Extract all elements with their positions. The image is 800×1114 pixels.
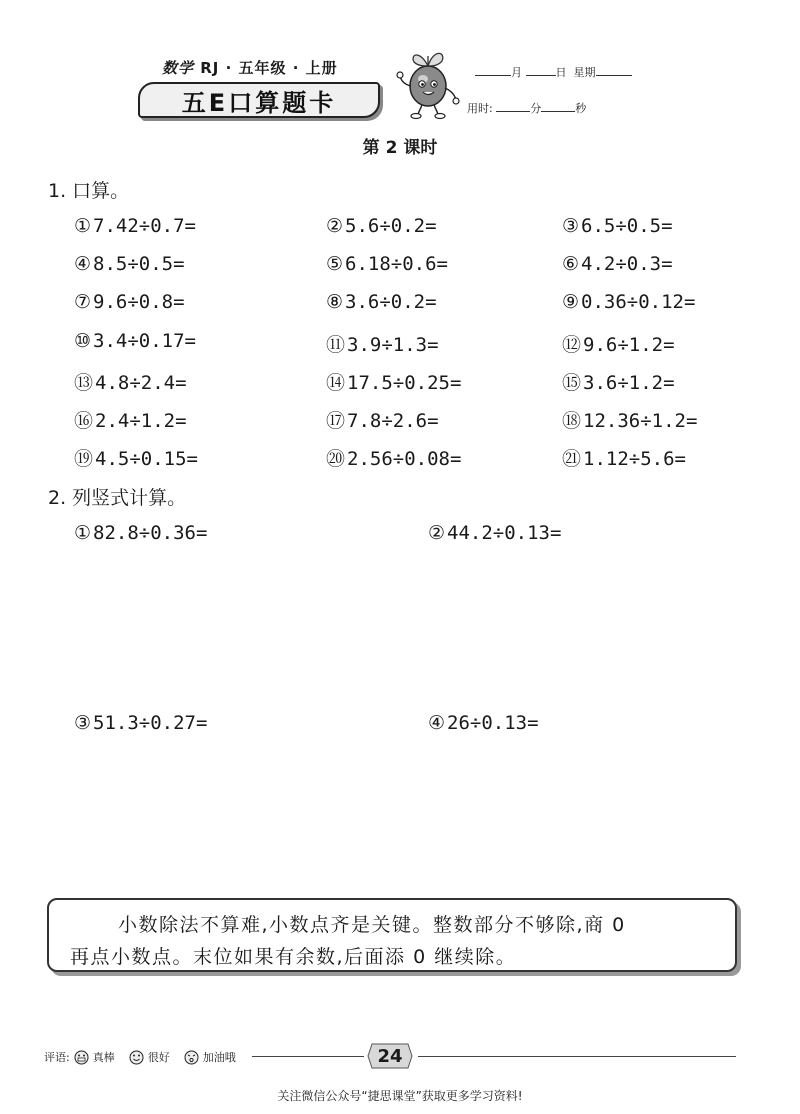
section2-heading: 2. 列竖式计算。 xyxy=(48,487,187,509)
problem-expression: 17.5÷0.25= xyxy=(347,372,462,394)
tip-line-2: 再点小数点。末位如果有余数,后面添 0 继续除。 xyxy=(70,946,517,968)
problem-expression: 51.3÷0.27= xyxy=(93,712,208,734)
footer-divider-left xyxy=(252,1056,364,1057)
rating-row xyxy=(44,1049,246,1065)
problem-expression: 3.9÷1.3= xyxy=(347,334,439,356)
problem-expression: 2.56÷0.08= xyxy=(347,448,462,470)
effort-face-icon xyxy=(184,1050,199,1065)
oral-problem xyxy=(562,291,695,313)
edition-label: RJ · 五年级 · 上册 xyxy=(200,59,338,77)
problem-expression: 2.4÷1.2= xyxy=(95,410,187,432)
rating-great: 真棒 xyxy=(92,1051,115,1064)
problem-number: ⑰ xyxy=(326,410,346,432)
oral-problem xyxy=(74,444,198,471)
problem-number: ⑫ xyxy=(562,334,582,356)
problem-number: ① xyxy=(74,215,92,237)
problem-expression: 82.8÷0.36= xyxy=(93,522,208,544)
problem-expression: 3.4÷0.17= xyxy=(93,330,196,352)
subject-label: 数学 xyxy=(162,59,195,77)
problem-number: ⑨ xyxy=(562,291,580,313)
page-number: 24 xyxy=(377,1045,403,1067)
oral-problem xyxy=(74,368,187,395)
problem-number: ② xyxy=(326,215,344,237)
rating-good: 很好 xyxy=(147,1051,170,1064)
month-blank[interactable] xyxy=(475,65,511,76)
problem-number: ③ xyxy=(74,712,92,734)
problem-number: ⑩ xyxy=(74,330,92,352)
oral-problem xyxy=(74,330,196,352)
mascot-icon xyxy=(390,46,466,122)
problem-number: ⑮ xyxy=(562,372,582,394)
problem-number: ⑦ xyxy=(74,291,92,313)
oral-problem xyxy=(326,444,461,471)
time-fields xyxy=(467,100,586,116)
oral-problem xyxy=(74,215,196,237)
problem-expression: 3.6÷1.2= xyxy=(583,372,675,394)
problem-expression: 12.36÷1.2= xyxy=(583,410,698,432)
rating-keep-going: 加油哦 xyxy=(202,1051,236,1064)
problem-number: ⑳ xyxy=(326,448,346,470)
time-label: 用时: xyxy=(467,102,493,115)
tip-line-1: 小数除法不算难,小数点齐是关键。整数部分不够除,商 0 xyxy=(118,914,626,936)
date-fields xyxy=(475,64,632,80)
oral-problem xyxy=(74,406,187,433)
vertical-problem xyxy=(74,712,207,734)
problem-number: ④ xyxy=(74,253,92,275)
problem-number: ⑥ xyxy=(562,253,580,275)
problem-number: ⑤ xyxy=(326,253,344,275)
problem-number: ⑧ xyxy=(326,291,344,313)
oral-problem xyxy=(562,215,673,237)
problem-expression: 4.2÷0.3= xyxy=(581,253,673,275)
oral-problem xyxy=(326,330,439,357)
problem-number: ④ xyxy=(428,712,446,734)
oral-problem xyxy=(562,368,675,395)
vertical-problem xyxy=(428,712,539,734)
weekday-blank[interactable] xyxy=(596,65,632,76)
oral-problem xyxy=(326,291,437,313)
oral-problem xyxy=(562,444,686,471)
problem-expression: 6.18÷0.6= xyxy=(345,253,448,275)
problem-number: ㉑ xyxy=(562,448,582,470)
problem-expression: 26÷0.13= xyxy=(447,712,539,734)
vertical-problem xyxy=(428,522,561,544)
day-blank[interactable] xyxy=(526,65,556,76)
lesson-title: 第 2 课时 xyxy=(362,138,438,158)
oral-problem xyxy=(326,253,448,275)
smile-face-icon xyxy=(129,1050,144,1065)
oral-problem xyxy=(326,215,437,237)
rating-label: 评语: xyxy=(44,1051,70,1064)
vertical-problem xyxy=(74,522,207,544)
second-label: 秒 xyxy=(575,102,587,115)
problem-expression: 44.2÷0.13= xyxy=(447,522,562,544)
problem-number: ② xyxy=(428,522,446,544)
problem-expression: 5.6÷0.2= xyxy=(345,215,437,237)
grin-face-icon xyxy=(74,1050,89,1065)
subject-line xyxy=(162,57,338,78)
problem-expression: 8.5÷0.5= xyxy=(93,253,185,275)
section1-heading: 1. 口算。 xyxy=(48,180,130,202)
promo-note: 关注微信公众号“捷思课堂”获取更多学习资料! xyxy=(277,1089,523,1103)
month-label: 月 xyxy=(511,66,522,79)
card-title: 五E口算题卡 xyxy=(181,88,337,117)
problem-expression: 3.6÷0.2= xyxy=(345,291,437,313)
problem-expression: 9.6÷0.8= xyxy=(93,291,185,313)
oral-problem xyxy=(562,330,675,357)
weekday-label: 星期 xyxy=(573,66,596,79)
problem-expression: 7.8÷2.6= xyxy=(347,410,439,432)
problem-number: ⑪ xyxy=(326,334,346,356)
problem-number: ① xyxy=(74,522,92,544)
card-title-box xyxy=(138,82,380,118)
problem-expression: 7.42÷0.7= xyxy=(93,215,196,237)
second-blank[interactable] xyxy=(541,101,575,112)
problem-number: ⑭ xyxy=(326,372,346,394)
problem-expression: 0.36÷0.12= xyxy=(581,291,696,313)
oral-problem xyxy=(74,291,185,313)
problem-expression: 4.5÷0.15= xyxy=(95,448,198,470)
day-label: 日 xyxy=(555,66,567,79)
problem-number: ③ xyxy=(562,215,580,237)
oral-problem xyxy=(326,368,461,395)
problem-expression: 1.12÷5.6= xyxy=(583,448,686,470)
problem-expression: 9.6÷1.2= xyxy=(583,334,675,356)
problem-expression: 6.5÷0.5= xyxy=(581,215,673,237)
oral-problem xyxy=(562,253,673,275)
problem-number: ⑲ xyxy=(74,448,94,470)
oral-problem xyxy=(326,406,439,433)
problem-number: ⑯ xyxy=(74,410,94,432)
problem-number: ⑬ xyxy=(74,372,94,394)
minute-blank[interactable] xyxy=(496,101,530,112)
oral-problem xyxy=(74,253,185,275)
problem-number: ⑱ xyxy=(562,410,582,432)
problem-expression: 4.8÷2.4= xyxy=(95,372,187,394)
minute-label: 分 xyxy=(530,102,542,115)
footer-divider-right xyxy=(418,1056,736,1057)
page-number-badge xyxy=(366,1041,414,1071)
oral-problem xyxy=(562,406,697,433)
